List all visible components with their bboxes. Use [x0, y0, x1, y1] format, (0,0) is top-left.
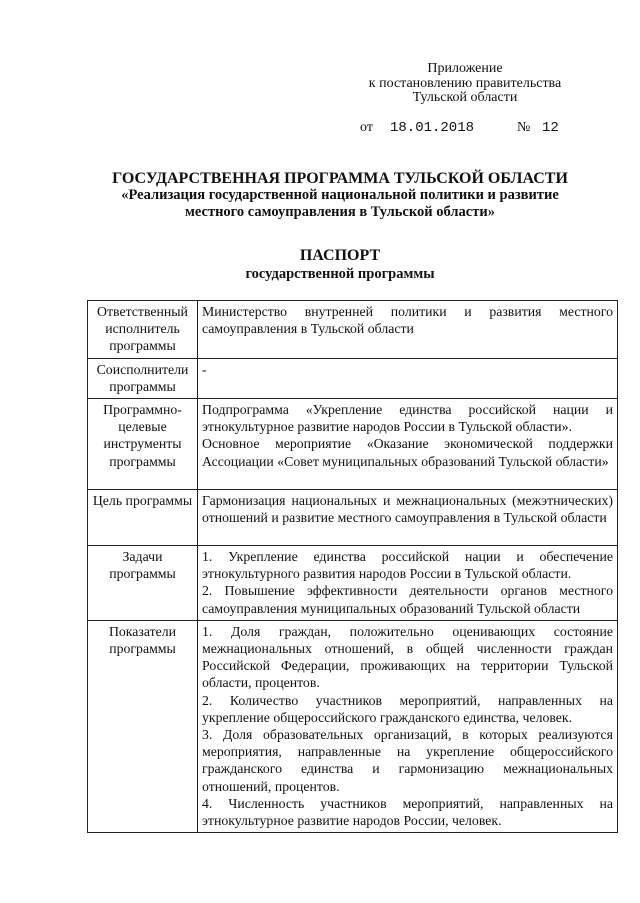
row-label: Цель программы — [88, 490, 198, 546]
table-row — [88, 358, 618, 398]
appendix-line-2: к постановлению правительства — [368, 75, 562, 91]
row-paragraph: 2. Количество участников мероприятий, направленных на укрепление общероссийского гражданского единства, человек. — [202, 692, 613, 725]
program-title-line-1: ГОСУДАРСТВЕННАЯ ПРОГРАММА ТУЛЬСКОЙ ОБЛАСТИ — [112, 170, 568, 187]
row-paragraph: - — [202, 361, 207, 377]
row-label: Ответственный исполнитель программы — [88, 301, 198, 359]
row-paragraph: 2. Повышение эффективности деятельности органов местного самоуправления муниципальных образований Тульской области — [202, 583, 613, 616]
appendix-block — [350, 62, 580, 106]
row-label: Показатели программы — [88, 620, 198, 832]
order-number: 12 — [542, 120, 559, 136]
table-row — [88, 546, 618, 621]
row-paragraph: 1. Доля граждан, положительно оценивающих состояние межнациональных отношений, в общей численности граждан Российской Федерации, проживающих на территории Тульской области, процентов. — [202, 623, 613, 691]
table-row — [88, 490, 618, 546]
order-date: 18.01.2018 — [390, 120, 475, 136]
program-title — [60, 170, 620, 221]
row-label: Задачи программы — [88, 546, 198, 621]
row-label: Программно-целевые инструменты программы — [88, 399, 198, 490]
order-number-sign: № — [517, 120, 531, 135]
passport-heading: ПАСПОРТ — [299, 247, 381, 264]
appendix-line-3: Тульской области — [412, 90, 518, 105]
passport-heading-block — [60, 247, 620, 283]
row-paragraph: Подпрограмма «Укрепление единства российской нации и этнокультурное развитие народов России в Тульской области». — [202, 402, 613, 435]
row-content — [198, 399, 618, 490]
row-paragraph: 4. Численность участников мероприятий, направленных на этнокультурное развитие народов России, человек. — [202, 795, 613, 829]
table-row — [88, 399, 618, 490]
table-row — [88, 301, 618, 359]
program-title-line-2: «Реализация государственной национальной политики и развитие — [121, 187, 559, 203]
row-content — [198, 546, 618, 621]
passport-subheading: государственной программы — [245, 266, 435, 282]
row-label: Соисполнители программы — [88, 358, 198, 398]
row-paragraph: Гармонизация национальных и межнациональных (межэтнических) отношений и развитие местного самоуправления в Тульской области — [202, 493, 613, 526]
program-title-line-3: местного самоуправления в Тульской области» — [185, 204, 495, 220]
row-content — [198, 490, 618, 546]
appendix-line-1: Приложение — [427, 61, 503, 76]
row-paragraph: Министерство внутренней политики и развития местного самоуправления в Тульской области — [202, 304, 613, 337]
row-content — [198, 301, 618, 359]
table-row — [88, 620, 618, 832]
row-paragraph: 3. Доля образовательных организаций, в которых реализуются мероприятия, направленные на укрепление общероссийского гражданского единства и гармонизацию межнациональных отношений, процентов. — [202, 727, 613, 794]
row-paragraph: 1. Укрепление единства российской нации и обеспечение этнокультурного развития народов России в Тульской области. — [202, 549, 613, 582]
order-from-label: от — [360, 120, 373, 135]
passport-table — [87, 300, 618, 833]
row-content — [198, 620, 618, 832]
row-paragraph: Основное мероприятие «Оказание экономической поддержки Ассоциации «Совет муниципальных образований Тульской области» — [202, 436, 613, 469]
row-content — [198, 358, 618, 398]
